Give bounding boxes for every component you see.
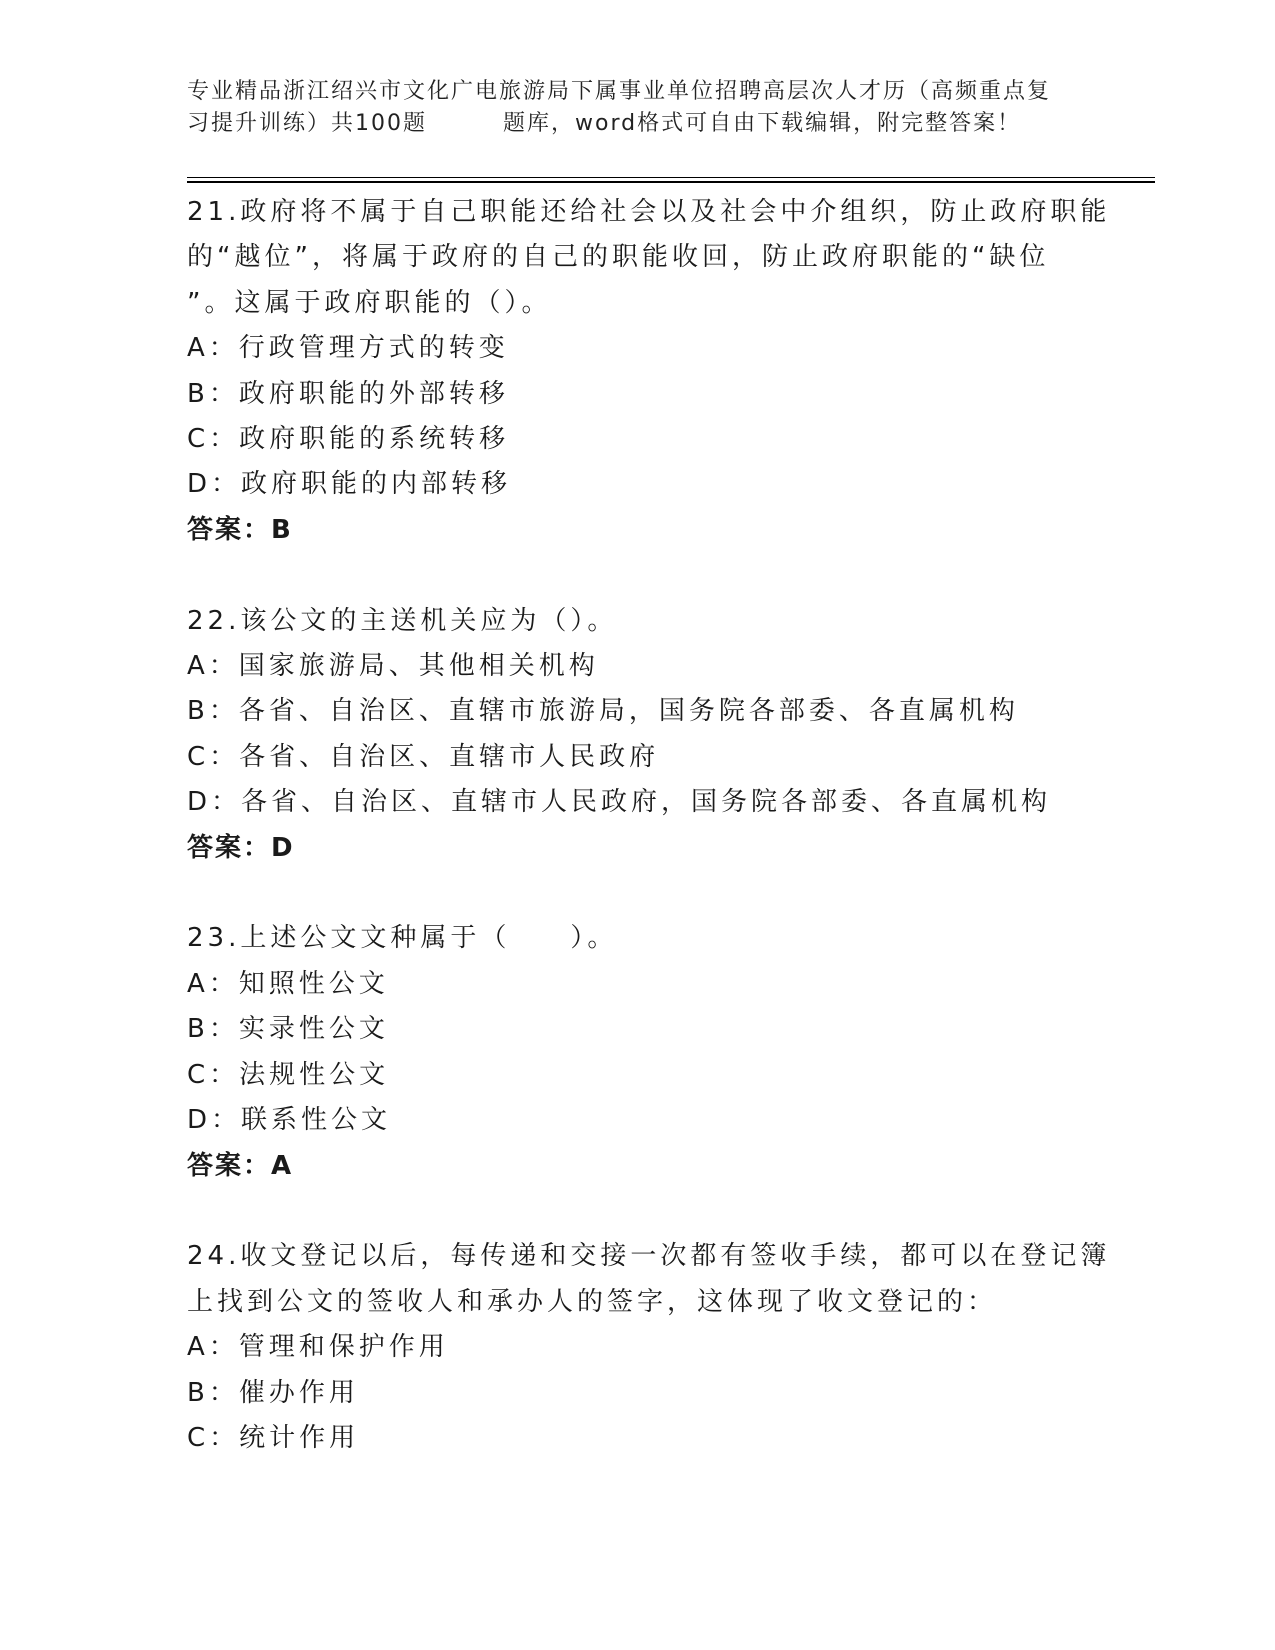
option-c: C：统计作用 bbox=[187, 1422, 360, 1453]
answer-text: 答案：A bbox=[187, 1150, 294, 1181]
header-line-2-part-1: 习提升训练）共100题 bbox=[187, 111, 427, 136]
question-text: ”。这属于政府职能的（）。 bbox=[187, 287, 552, 318]
header-line-2 bbox=[187, 108, 1087, 140]
question-text: 21.政府将不属于自己职能还给社会以及社会中介组织，防止政府职能 bbox=[187, 197, 1111, 227]
option-a: A：管理和保护作用 bbox=[187, 1332, 449, 1363]
header-divider-thin bbox=[187, 177, 1155, 178]
option-d: D：联系性公文 bbox=[187, 1105, 392, 1136]
answer-text: 答案：D bbox=[187, 832, 295, 863]
option-d: D：各省、自治区、直辖市人民政府，国务院各部委、各直属机构 bbox=[187, 787, 1052, 818]
header-line-1: 专业精品浙江绍兴市文化广电旅游局下属事业单位招聘高层次人才历（高频重点复 bbox=[187, 79, 1052, 104]
document-header bbox=[187, 76, 1087, 140]
option-a: A：行政管理方式的转变 bbox=[187, 333, 509, 364]
option-d: D：政府职能的内部转移 bbox=[187, 469, 512, 500]
option-b: B：实录性公文 bbox=[187, 1014, 389, 1045]
header-divider-thick bbox=[187, 181, 1155, 183]
question-list bbox=[187, 190, 1111, 1461]
option-a: A：国家旅游局、其他相关机构 bbox=[187, 651, 599, 682]
answer-text: 答案：B bbox=[187, 514, 293, 545]
option-a: A：知照性公文 bbox=[187, 968, 389, 999]
option-b: B：各省、自治区、直辖市旅游局，国务院各部委、各直属机构 bbox=[187, 696, 1019, 727]
option-c: C：政府职能的系统转移 bbox=[187, 424, 510, 455]
question-text: 上找到公文的签收人和承办人的签字，这体现了收文登记的： bbox=[187, 1286, 998, 1317]
question-text: 24.收文登记以后，每传递和交接一次都有签收手续，都可以在登记簿 bbox=[187, 1241, 1111, 1272]
question-block bbox=[187, 599, 1087, 871]
option-c: C：各省、自治区、直辖市人民政府 bbox=[187, 741, 660, 772]
question-text: 的“越位”，将属于政府的自己的职能收回，防止政府职能的“缺位 bbox=[187, 242, 1050, 273]
question-text: 22.该公文的主送机关应为（）。 bbox=[187, 605, 618, 636]
header-line-2-part-2: 题库，word格式可自由下载编辑，附完整答案！ bbox=[503, 111, 1022, 136]
question-block bbox=[187, 1234, 1111, 1461]
option-b: B：催办作用 bbox=[187, 1377, 359, 1408]
option-b: B：政府职能的外部转移 bbox=[187, 378, 509, 409]
question-block bbox=[187, 190, 1111, 553]
option-c: C：法规性公文 bbox=[187, 1059, 390, 1090]
question-text: 23.上述公文文种属于（ ）。 bbox=[187, 923, 618, 954]
question-block bbox=[187, 916, 1087, 1188]
